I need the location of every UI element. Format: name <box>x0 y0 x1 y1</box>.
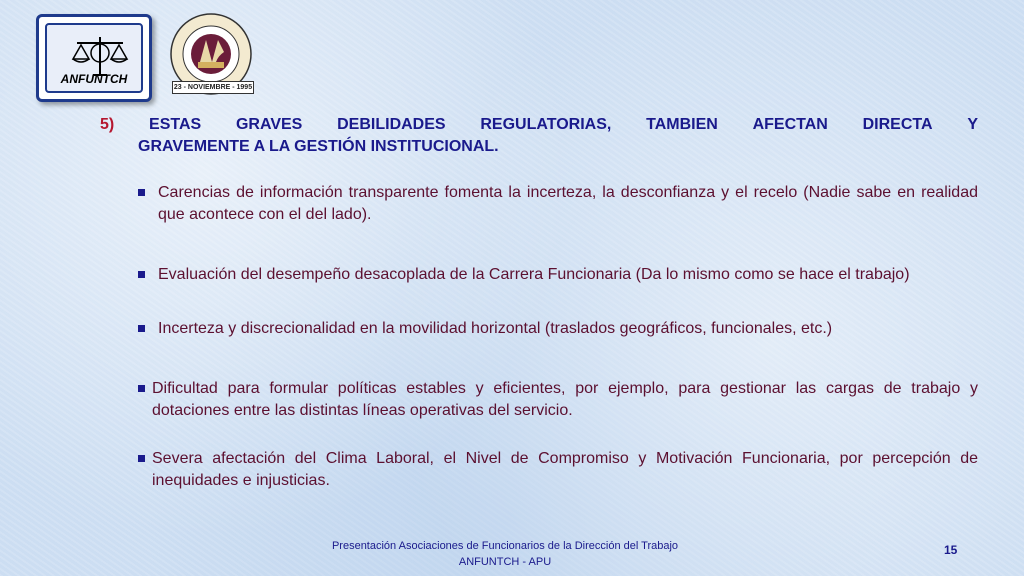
bullet-square-icon <box>138 325 145 332</box>
logo-label: ANFUNTCH <box>60 72 128 86</box>
bullet-square-icon <box>138 271 145 278</box>
list-item <box>158 182 978 226</box>
heading-word: DIRECTA <box>862 116 933 133</box>
seal-date-label: 23 - NOVIEMBRE - 1995 <box>172 81 254 94</box>
heading-word: ESTAS <box>149 116 202 133</box>
heading-word: TAMBIEN <box>646 116 718 133</box>
bullet-square-icon <box>138 385 145 392</box>
bullet-text: Severa afectación del Clima Laboral, el Nivel de Compromiso y Motivación Funcionaria, por percepción de inequidades e injusticias. <box>152 450 978 489</box>
list-item <box>152 378 978 422</box>
bullet-text: Dificultad para formular políticas estables y eficientes, por ejemplo, para gestionar las cargas de trabajo y dotaciones entre las distintas líneas operativas del servicio. <box>152 380 978 419</box>
heading-line-2: GRAVEMENTE A LA GESTIÓN INSTITUCIONAL. <box>138 138 499 155</box>
bullet-text: Incerteza y discrecionalidad en la movilidad horizontal (traslados geográficos, funcionales, etc.) <box>158 320 833 337</box>
bullet-text: Carencias de información transparente fomenta la incerteza, la desconfianza y el recelo (Nadie sabe en realidad que acontece con el del lado). <box>158 184 978 223</box>
heading-number: 5) <box>100 116 115 133</box>
slide-footer <box>320 538 690 570</box>
list-item <box>158 318 978 340</box>
heading-word: GRAVES <box>235 116 303 133</box>
bullet-text: Evaluación del desempeño desacoplada de la Carrera Funcionaria (Da lo mismo como se hace el trabajo) <box>158 266 910 283</box>
footer-line-2: ANFUNTCH - APU <box>458 556 552 568</box>
footer-line-1: Presentación Asociaciones de Funcionarios de la Dirección del Trabajo <box>331 540 679 552</box>
heading-word: REGULATORIAS, <box>480 116 612 133</box>
bullet-square-icon <box>138 455 145 462</box>
bullet-square-icon <box>138 189 145 196</box>
heading-line-1 <box>100 114 978 136</box>
heading-word: Y <box>967 116 978 133</box>
page-number: 15 <box>944 543 958 557</box>
list-item <box>152 448 978 492</box>
list-item <box>158 264 978 286</box>
anfuntch-logo <box>36 14 152 102</box>
heading-word: DEBILIDADES <box>337 116 446 133</box>
slide-heading <box>100 114 978 158</box>
heading-word: AFECTAN <box>752 116 828 133</box>
